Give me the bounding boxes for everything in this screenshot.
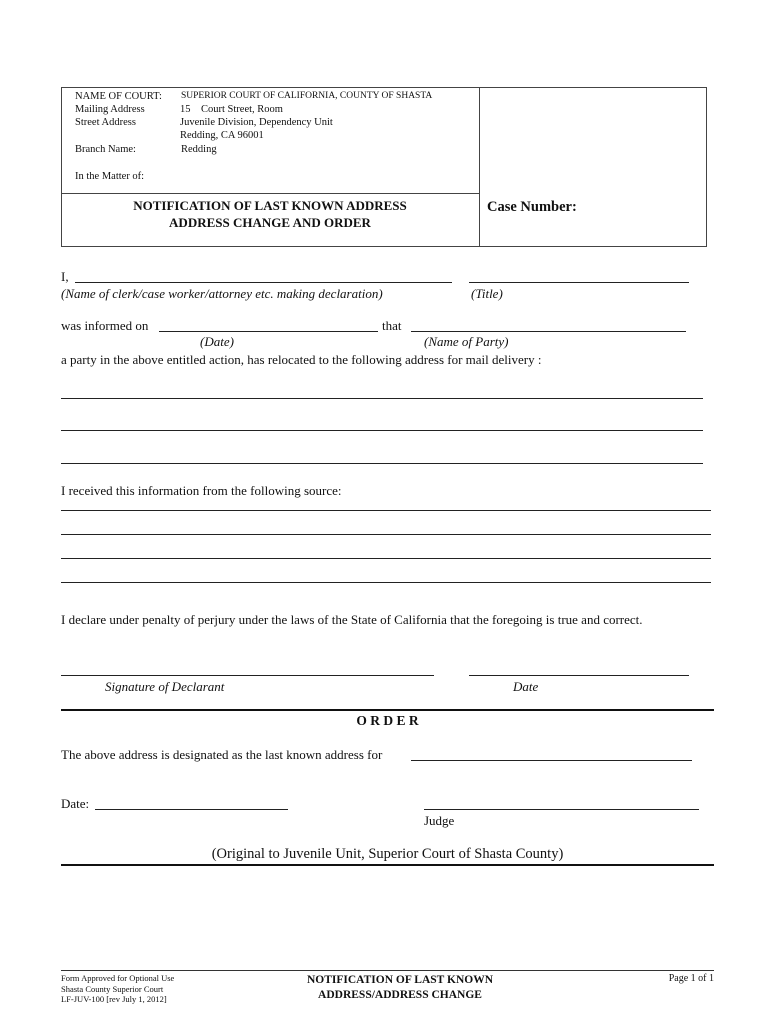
- address-line-3[interactable]: [61, 463, 703, 464]
- perjury-statement: I declare under penalty of perjury under the laws of the State of California that the foregoing is true and correct.: [61, 612, 643, 627]
- order-date-label: Date:: [61, 796, 90, 811]
- that-label: that: [382, 318, 402, 333]
- informed-on-label: was informed on: [61, 318, 149, 333]
- footer-title-line2: ADDRESS/ADDRESS CHANGE: [318, 989, 482, 1001]
- signature-field[interactable]: [61, 675, 434, 676]
- approval-line-1: Form Approved for Optional Use: [61, 973, 175, 983]
- order-heading: O R D E R: [356, 713, 419, 728]
- signature-date-caption: Date: [513, 679, 539, 694]
- address-line-2[interactable]: [61, 430, 703, 431]
- source-line-4[interactable]: [61, 582, 711, 583]
- source-line-3[interactable]: [61, 558, 711, 559]
- relocated-text: a party in the above entitled action, has relocated to the following address for mail delivery :: [61, 352, 542, 367]
- mailing-address-label: Mailing Address: [75, 104, 145, 115]
- mailing-address-value: 15 Court Street, Room: [180, 104, 283, 115]
- form-title-line1: NOTIFICATION OF LAST KNOWN ADDRESS: [133, 198, 407, 213]
- source-line-2[interactable]: [61, 534, 711, 535]
- order-divider-bottom: [61, 864, 714, 866]
- party-name-field[interactable]: [411, 331, 686, 332]
- date-caption: (Date): [200, 334, 234, 349]
- court-name-value: SUPERIOR COURT OF CALIFORNIA, COUNTY OF SHASTA: [181, 91, 433, 101]
- i-prefix: I,: [61, 269, 69, 284]
- footer-title-line1: NOTIFICATION OF LAST KNOWN: [306, 974, 494, 986]
- signature-date-field[interactable]: [469, 675, 689, 676]
- order-divider-top: [61, 709, 714, 711]
- source-line-1[interactable]: [61, 510, 711, 511]
- header-divider-horizontal: [61, 193, 479, 194]
- header-divider-vertical: [479, 87, 480, 247]
- original-note: (Original to Juvenile Unit, Superior Court of Shasta County): [211, 846, 564, 862]
- street-address-label: Street Address: [75, 117, 136, 128]
- designated-party-field[interactable]: [411, 760, 692, 761]
- judge-caption: Judge: [424, 813, 455, 828]
- approval-line-3: LF-JUV-100 [rev July 1, 2012]: [61, 994, 167, 1004]
- declarant-name-caption: (Name of clerk/case worker/attorney etc. making declaration): [61, 286, 383, 301]
- branch-name-label: Branch Name:: [75, 144, 136, 155]
- declarant-title-field[interactable]: [469, 282, 689, 283]
- order-date-field[interactable]: [95, 809, 288, 810]
- declarant-name-field[interactable]: [75, 282, 452, 283]
- in-the-matter-label: In the Matter of:: [75, 171, 145, 182]
- court-name-label: NAME OF COURT:: [75, 91, 162, 102]
- branch-name-value: Redding: [181, 144, 217, 155]
- footer-approval: [61, 973, 174, 1005]
- footer-title: [280, 973, 520, 1003]
- signature-caption: Signature of Declarant: [105, 679, 225, 694]
- informed-date-field[interactable]: [159, 331, 378, 332]
- page-number: Page 1 of 1: [668, 973, 714, 984]
- party-caption: (Name of Party): [424, 334, 509, 349]
- footer-divider: [61, 970, 714, 971]
- case-number-label: Case Number:: [487, 199, 577, 215]
- address-line-1[interactable]: [61, 398, 703, 399]
- title-caption: (Title): [471, 286, 503, 301]
- street-address-value: Juvenile Division, Dependency Unit: [180, 117, 333, 128]
- form-title-line2: ADDRESS CHANGE AND ORDER: [169, 215, 371, 230]
- form-title: [61, 197, 479, 231]
- designated-text: The above address is designated as the last known address for: [61, 747, 383, 762]
- judge-signature-field[interactable]: [424, 809, 699, 810]
- approval-line-2: Shasta County Superior Court: [61, 983, 164, 994]
- city-value: Redding, CA 96001: [180, 130, 264, 141]
- source-text: I received this information from the following source:: [61, 483, 342, 498]
